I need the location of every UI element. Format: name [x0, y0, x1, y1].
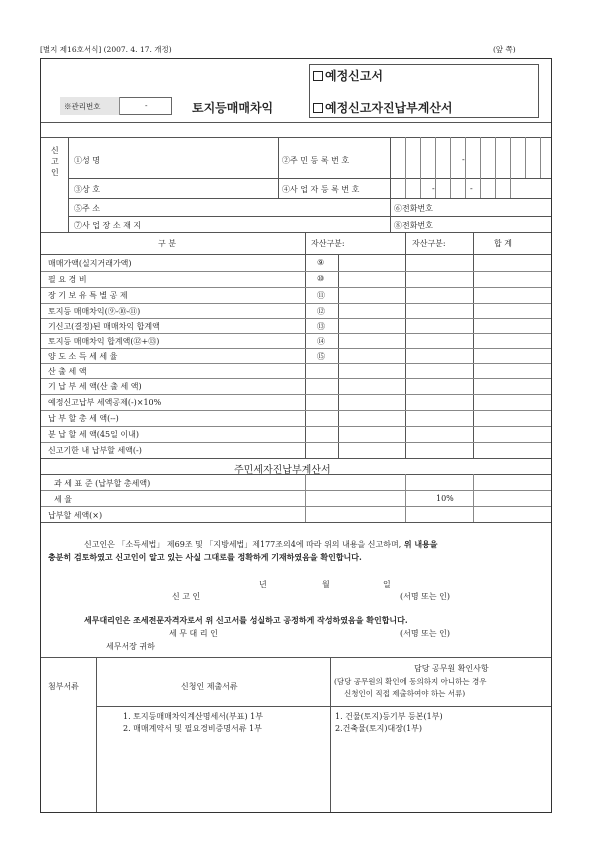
- calc-row-label: 토지등 매매차익 합계액(⑫+⑬): [48, 337, 160, 346]
- signer-sign: (서명 또는 인): [400, 592, 450, 601]
- tax-base-label: 과 세 표 준 (납부할 총세액): [54, 479, 151, 488]
- calc-row-label: 기신고(결정)된 매매차익 합계액: [48, 322, 160, 331]
- calc-row-num: ⑬: [317, 322, 325, 331]
- officer-check-note1: (담당 공무원의 확인에 동의하지 아니하는 경우: [334, 677, 487, 686]
- applicant-docs-heading: 신청인 제출서류: [181, 682, 238, 691]
- calc-row-label: 장 기 보 유 특 별 공 제: [48, 291, 128, 300]
- date-month: 월: [322, 580, 330, 589]
- calc-row-label: 필 요 경 비: [48, 275, 87, 284]
- agent-statement: 세무대리인은 조세전문자격자로서 위 신고서를 성실하고 공정하게 작성하였음을 확인합니다.: [84, 615, 408, 625]
- brn-label: ④사 업 자 등 록 번 호: [282, 185, 360, 194]
- officer-doc-item: 1. 건물(토지)등기부 등본(1부): [335, 712, 443, 721]
- phone1-label: ⑥전화번호: [394, 204, 433, 213]
- calc-header-total: 합 계: [494, 239, 512, 248]
- brn-dash-1: -: [432, 184, 435, 193]
- management-value[interactable]: -: [145, 101, 148, 110]
- officer-check-heading: 담당 공무원 확인사항: [414, 664, 489, 673]
- officer-doc-item: 2.건축물(토지)대장(1부): [335, 724, 423, 733]
- applicant-doc-item: 1. 토지등매매차익계산명세서(부표) 1부: [123, 712, 263, 721]
- form-number: [별지 제16호서식] (2007. 4. 17. 개정): [40, 45, 172, 54]
- calc-row-label: 기 납 부 세 액(산 출 세 액): [48, 382, 142, 391]
- date-day: 일: [383, 580, 391, 589]
- tax-payable-label: 납부할 세액(×): [48, 511, 103, 520]
- calc-row-num: ⑫: [317, 307, 325, 316]
- brn-dash-2: -: [470, 184, 473, 193]
- checkbox-icon[interactable]: [313, 103, 323, 113]
- calc-row-num: ⑪: [317, 291, 325, 300]
- rrn-label: ②주 민 등 록 번 호: [282, 156, 350, 165]
- officer-check-note2: 신청인이 직접 제출하여야 하는 서류): [344, 689, 466, 698]
- calc-row-label: 산 출 세 액: [48, 367, 87, 376]
- declaration-line1: 신고인은 「소득세법」 제69조 및 「지방세법」제177조의4에 따라 위의 내용을 신고하며, 위 내용을: [84, 539, 438, 549]
- checkbox-icon[interactable]: [313, 71, 323, 81]
- tax-rate-value: 10%: [436, 494, 454, 503]
- calc-row-label: 양 도 소 득 세 세 율: [48, 352, 118, 361]
- calc-header-asset1: 자산구분:: [311, 239, 345, 248]
- attachments-label: 첨부서류: [48, 682, 79, 691]
- biz-address-label: ⑦사 업 장 소 재 지: [74, 221, 142, 230]
- calc-header-asset2: 자산구분:: [412, 239, 446, 248]
- address-label: ⑤주 소: [74, 204, 100, 213]
- agent-sign: (서명 또는 인): [400, 629, 450, 638]
- calc-row-label: 예정신고납부 세액공제(-)×10%: [48, 398, 162, 407]
- calc-row-num: ⑩: [317, 274, 325, 283]
- phone2-label: ⑧전화번호: [394, 221, 433, 230]
- option-prelim-report[interactable]: 예정신고서: [313, 67, 383, 84]
- date-year: 년: [259, 580, 267, 589]
- tax-rate-label: 세 율: [54, 495, 72, 504]
- rrn-dash: -: [462, 155, 465, 164]
- declaration-line2: 충분히 검토하였고 신고인이 알고 있는 사실 그대로를 정확하게 기재하였음을 확인합니다.: [48, 552, 362, 562]
- form-title: 토지등매매차익: [192, 101, 274, 115]
- calc-row-num: ⑭: [317, 337, 325, 346]
- page-side: (앞 쪽): [493, 45, 516, 54]
- calc-row-label: 매매가액(실지거래가액): [48, 259, 132, 268]
- signer-label: 신 고 인: [172, 592, 201, 601]
- management-label: ※관리번호: [64, 102, 101, 111]
- declarant-side-label: 신 고 인: [51, 146, 59, 177]
- calc-row-label: 분 납 할 세 액(45일 이내): [48, 430, 139, 439]
- trade-name-label: ③상 호: [74, 185, 100, 194]
- resident-tax-heading: 주민세자진납부계산서: [234, 465, 331, 476]
- calc-row-label: 납 부 할 총 세 액(--): [48, 414, 119, 423]
- calc-row-label: 토지등 매매차익(⑨-⑩-⑪): [48, 307, 141, 316]
- divider: [41, 122, 551, 123]
- agent-label: 세 무 대 리 인: [169, 629, 218, 638]
- calc-header-gubun: 구 분: [158, 239, 176, 248]
- calc-row-num: ⑮: [317, 352, 325, 361]
- calc-row-label: 신고기한 내 납부할 세액(-): [48, 446, 142, 455]
- name-label: ①성 명: [74, 156, 100, 165]
- addressee: 세무서장 귀하: [106, 642, 155, 651]
- applicant-doc-item: 2. 매매계약서 및 필요경비증명서류 1부: [123, 724, 262, 733]
- option-prelim-payment[interactable]: 예정신고자진납부계산서: [313, 99, 453, 116]
- calc-row-num: ⑨: [317, 258, 325, 267]
